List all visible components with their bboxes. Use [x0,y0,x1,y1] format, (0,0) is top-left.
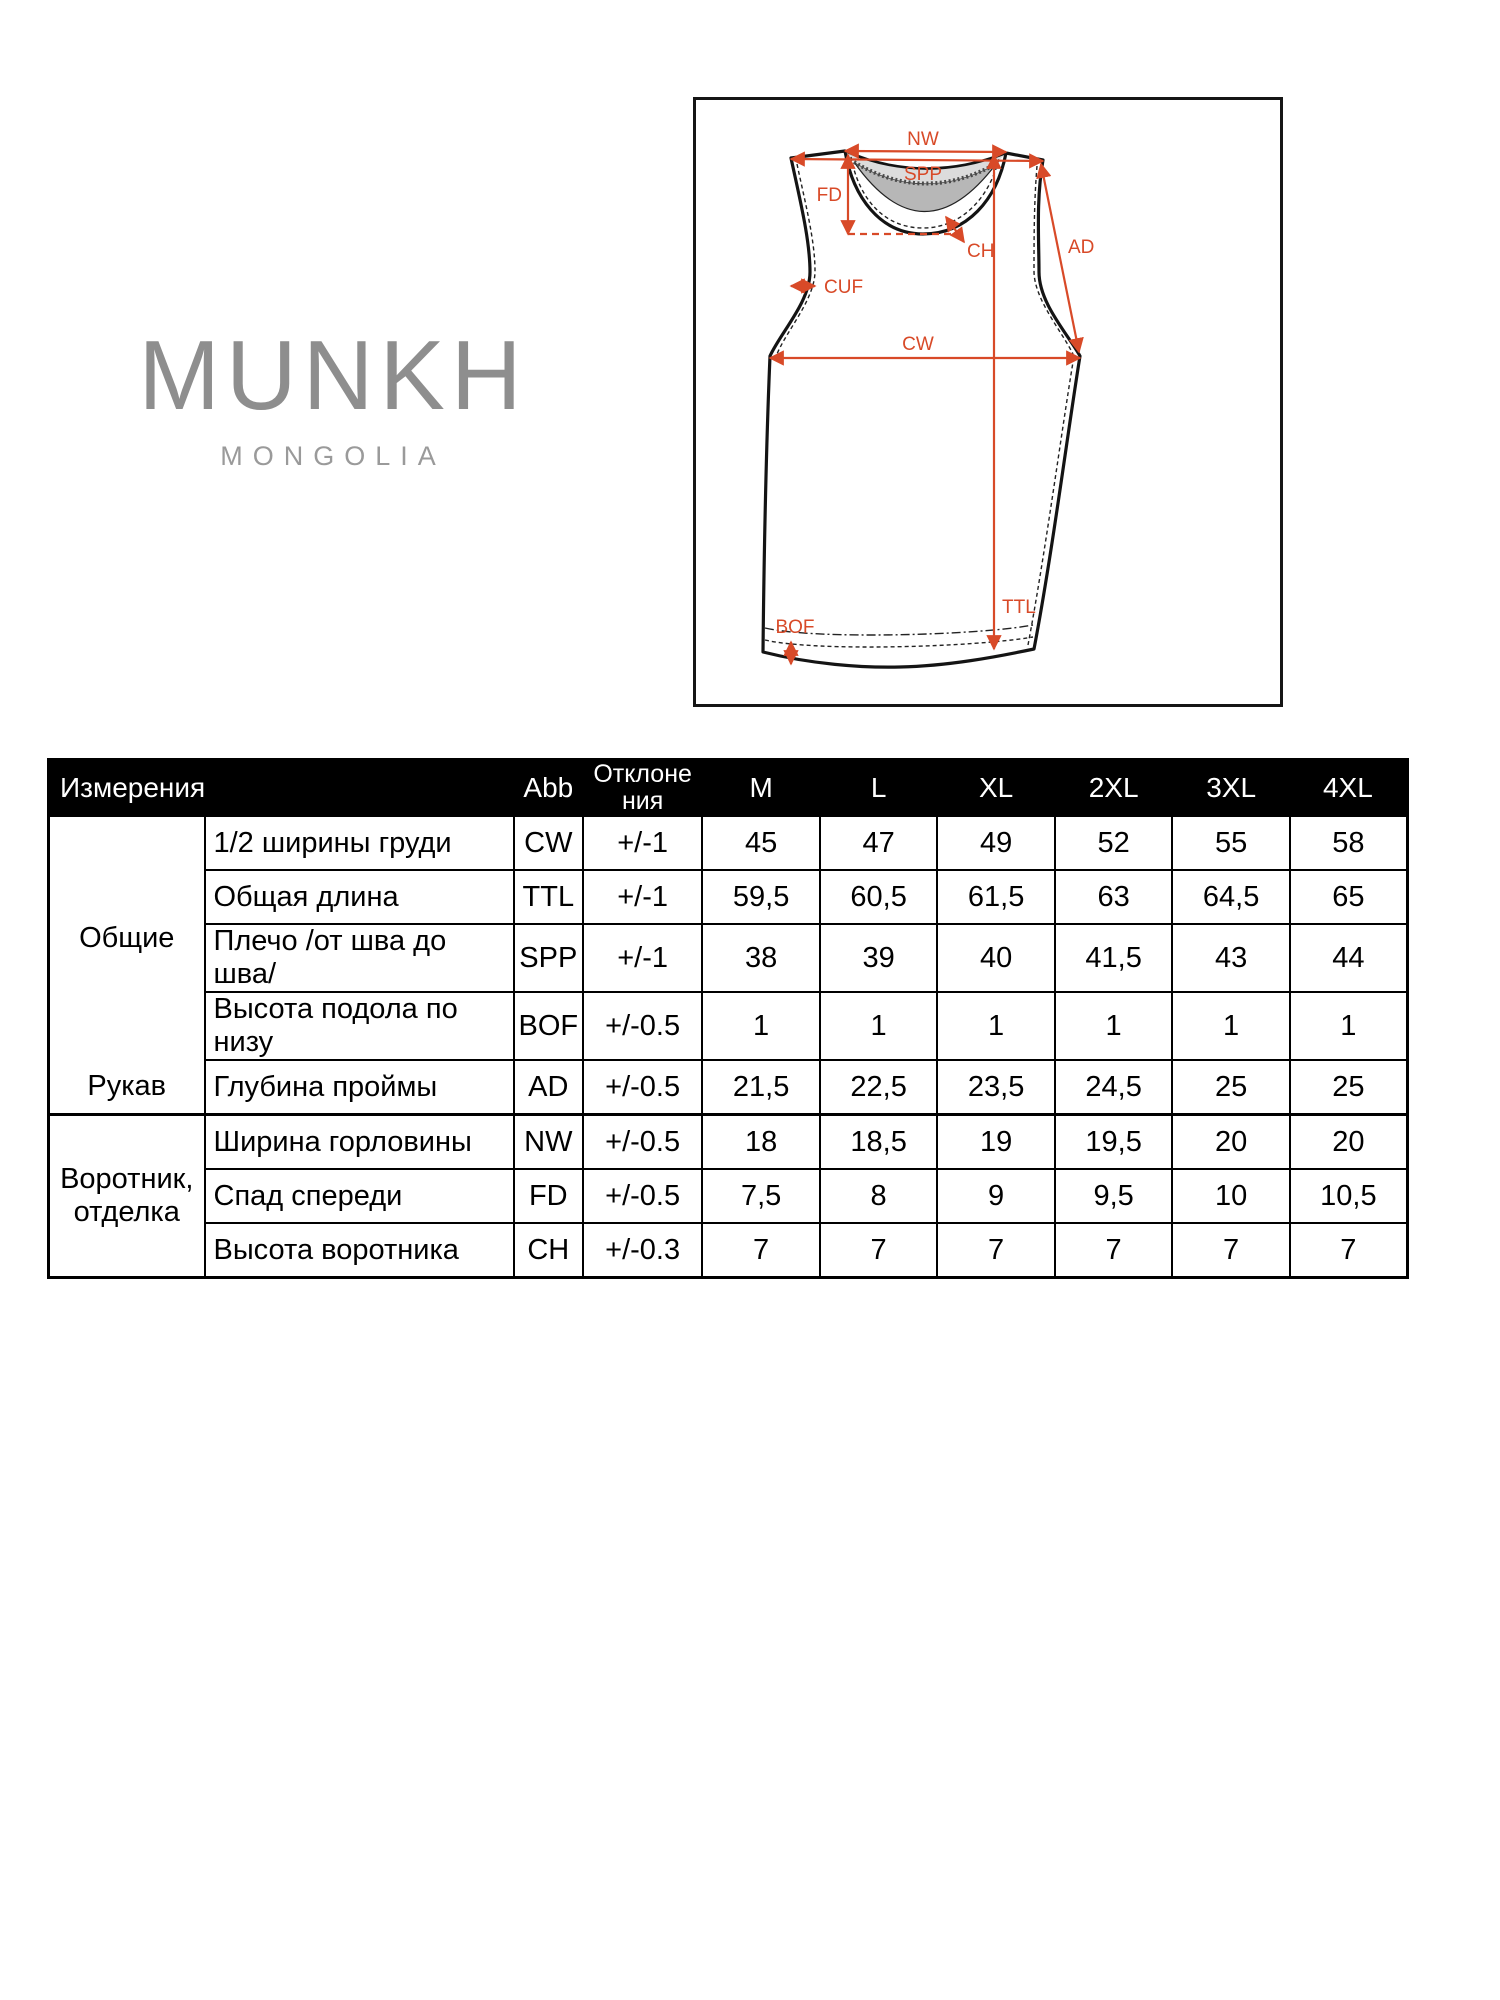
table-row-spp [49,924,1408,992]
value-cell: 63 [1055,870,1172,924]
value-cell: 38 [702,924,820,992]
value-cell: 20 [1172,1115,1290,1170]
spp-label: SPP [903,164,943,185]
table-header-row [49,760,1408,817]
row-abb: TTL [514,870,584,924]
value-cell: 58 [1290,816,1407,870]
value-cell: 1 [1290,992,1407,1060]
row-dev: +/-0.5 [583,1169,702,1223]
value-cell: 20 [1290,1115,1407,1170]
value-cell: 65 [1290,870,1407,924]
value-cell: 39 [820,924,937,992]
value-cell: 21,5 [702,1060,820,1115]
nw-dimension [845,151,1006,152]
value-cell: 52 [1055,816,1172,870]
row-dev: +/-1 [583,870,702,924]
row-abb: CH [514,1223,584,1278]
measurement-table [47,758,1409,1279]
value-cell: 60,5 [820,870,937,924]
value-cell: 24,5 [1055,1060,1172,1115]
brand-logo [138,320,528,472]
value-cell: 7 [1290,1223,1407,1278]
table-row-ch [49,1223,1408,1278]
fd-label: FD [816,185,842,206]
nw-label: NW [907,129,939,150]
brand-name: MUNKH [138,320,528,430]
cuf-label: CUF [824,277,864,298]
row-dev: +/-0.5 [583,1060,702,1115]
row-abb: NW [514,1115,584,1170]
value-cell: 1 [937,992,1055,1060]
header-size-4xl: 4XL [1290,760,1407,817]
value-cell: 9,5 [1055,1169,1172,1223]
bof-label: BOF [775,617,815,638]
value-cell: 9 [937,1169,1055,1223]
row-abb: CW [514,816,584,870]
row-abb: AD [514,1060,584,1115]
row-label: Спад спереди [205,1169,514,1223]
table-row-bof [49,992,1408,1060]
value-cell: 44 [1290,924,1407,992]
diagram-frame [693,97,1283,707]
table-row-cw [49,816,1408,870]
row-label: Плечо /от шва до шва/ [205,924,514,992]
row-dev: +/-0.3 [583,1223,702,1278]
value-cell: 45 [702,816,820,870]
header-size-3xl: 3XL [1172,760,1290,817]
value-cell: 7 [1172,1223,1290,1278]
value-cell: 7,5 [702,1169,820,1223]
table-row-nw [49,1115,1408,1170]
row-dev: +/-0.5 [583,992,702,1060]
value-cell: 43 [1172,924,1290,992]
value-cell: 18,5 [820,1115,937,1170]
row-dev: +/-0.5 [583,1115,702,1170]
value-cell: 40 [937,924,1055,992]
row-label: Ширина горловины [205,1115,514,1170]
value-cell: 1 [1172,992,1290,1060]
row-dev: +/-1 [583,924,702,992]
group-rukav: Рукав [49,1060,205,1115]
header-measurements: Измерения [49,760,514,817]
value-cell: 7 [702,1223,820,1278]
header-size-xl: XL [937,760,1055,817]
value-cell: 1 [1055,992,1172,1060]
value-cell: 1 [702,992,820,1060]
header-abb: Abb [514,760,584,817]
row-abb: BOF [514,992,584,1060]
group-vorotnik: Воротник, отделка [49,1115,205,1278]
value-cell: 49 [937,816,1055,870]
row-abb: FD [514,1169,584,1223]
row-label: 1/2 ширины груди [205,816,514,870]
value-cell: 55 [1172,816,1290,870]
table-row-ttl [49,870,1408,924]
ttl-label: TTL [1002,597,1036,618]
header-size-l: L [820,760,937,817]
row-abb: SPP [514,924,584,992]
value-cell: 41,5 [1055,924,1172,992]
table-row-ad [49,1060,1408,1115]
value-cell: 1 [820,992,937,1060]
value-cell: 10,5 [1290,1169,1407,1223]
header-deviation: Отклоне ния [583,760,702,817]
value-cell: 23,5 [937,1060,1055,1115]
value-cell: 47 [820,816,937,870]
value-cell: 19,5 [1055,1115,1172,1170]
value-cell: 7 [937,1223,1055,1278]
table-row-fd [49,1169,1408,1223]
value-cell: 19 [937,1115,1055,1170]
value-cell: 10 [1172,1169,1290,1223]
cw-label: CW [902,334,934,355]
ch-label: CH [967,241,995,262]
value-cell: 25 [1290,1060,1407,1115]
tank-top-diagram [696,100,1280,704]
row-label: Высота воротника [205,1223,514,1278]
value-cell: 8 [820,1169,937,1223]
row-label: Общая длина [205,870,514,924]
value-cell: 59,5 [702,870,820,924]
ad-label: AD [1068,237,1095,258]
value-cell: 61,5 [937,870,1055,924]
row-label: Высота подола по низу [205,992,514,1060]
group-obschie: Общие [49,816,205,1060]
value-cell: 7 [1055,1223,1172,1278]
value-cell: 7 [820,1223,937,1278]
brand-subtitle: MONGOLIA [220,441,446,471]
value-cell: 22,5 [820,1060,937,1115]
row-label: Глубина проймы [205,1060,514,1115]
value-cell: 64,5 [1172,870,1290,924]
value-cell: 18 [702,1115,820,1170]
row-dev: +/-1 [583,816,702,870]
header-size-2xl: 2XL [1055,760,1172,817]
value-cell: 25 [1172,1060,1290,1115]
header-size-m: M [702,760,820,817]
